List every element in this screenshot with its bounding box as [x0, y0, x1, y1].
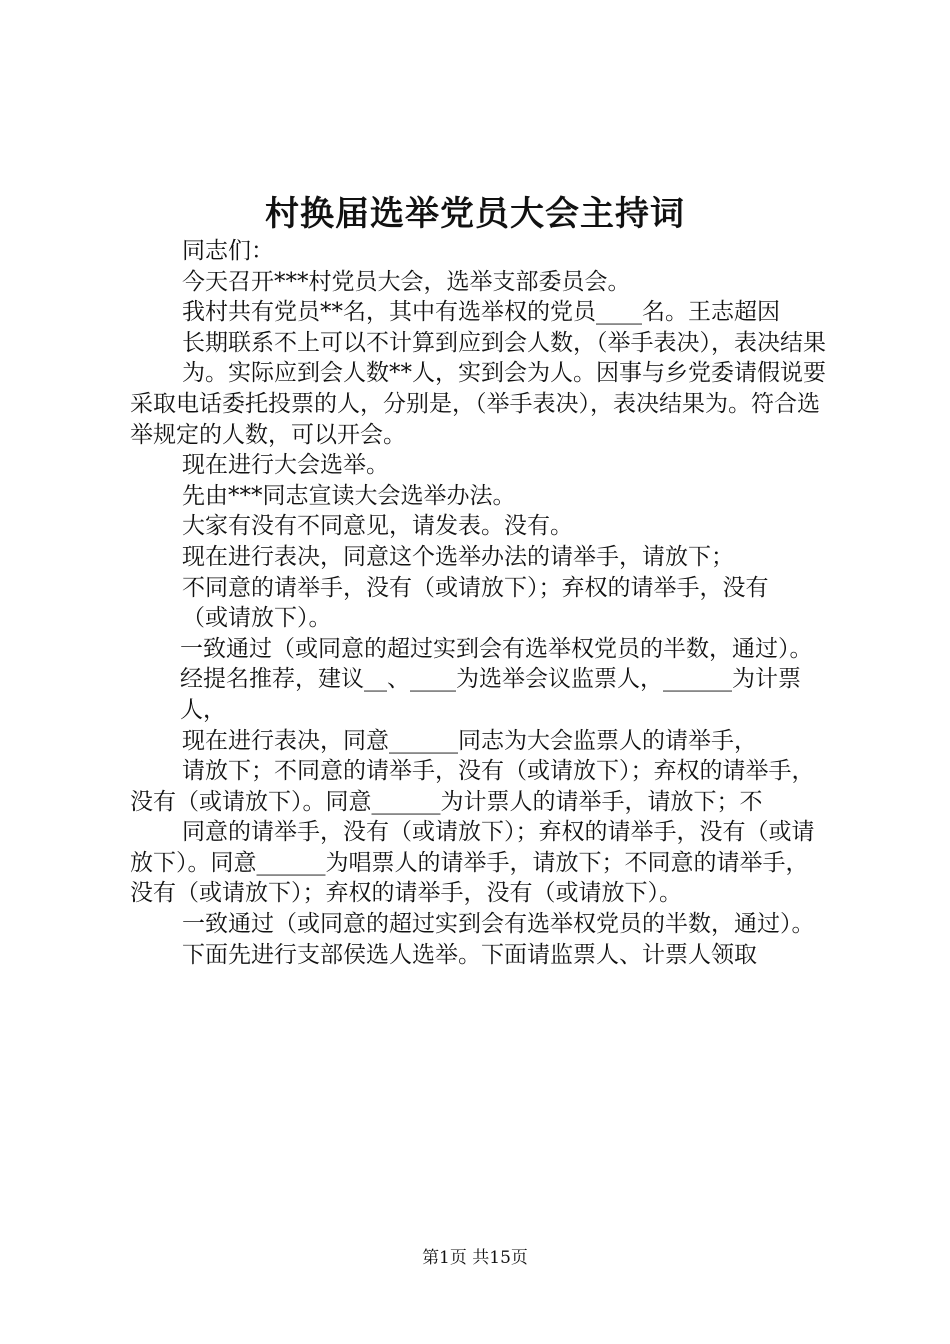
paragraph: 先由***同志宣读大会选举办法。	[182, 482, 516, 509]
paragraph: （或请放下）。	[182, 605, 332, 632]
paragraph: 一致通过（或同意的超过实到会有选举权党员的半数，通过）。	[182, 911, 815, 938]
paragraph: 一致通过（或同意的超过实到会有选举权党员的半数，通过）。	[180, 635, 813, 662]
paragraph: 我村共有党员**名，其中有选举权的党员____名。王志超因	[182, 299, 780, 326]
document-title: 村换届选举党员大会主持词	[265, 194, 685, 234]
paragraph: 下面先进行支部侯选人选举。下面请监票人、计票人领取	[182, 941, 757, 968]
paragraph: 现在进行表决，同意这个选举办法的请举手，请放下；	[182, 543, 734, 570]
paragraph: 长期联系不上可以不计算到应到会人数，（举手表决），表决结果	[182, 329, 826, 356]
paragraph: 经提名推荐，建议__、____为选举会议监票人，______为计票人，	[180, 666, 801, 723]
paragraph: 今天召开***村党员大会，选举支部委员会。	[182, 268, 631, 295]
paragraph: 大家有没有不同意见，请发表。没有。	[182, 513, 573, 540]
paragraph: 同志们：	[182, 238, 274, 264]
paragraph: 请放下；不同意的请举手，没有（或请放下）；弃权的请举手，没有（或请放下）。同意______为计票人的请举手，请放下；不	[130, 758, 815, 815]
paragraph: 不同意的请举手，没有（或请放下）；弃权的请举手，没有	[182, 574, 769, 601]
page-number-footer: 第1页 共15页	[422, 1248, 528, 1268]
paragraph: 现在进行表决，同意______同志为大会监票人的请举手，	[182, 727, 757, 754]
paragraph: 现在进行大会选举。	[182, 452, 389, 479]
paragraph: 为。实际应到会人数**人，实到会为人。因事与乡党委请假说要采取电话委托投票的人，分别是，（举手表决），表决结果为。符合选举规定的人数，可以开会。	[130, 360, 826, 448]
paragraph: 同意的请举手，没有（或请放下）；弃权的请举手，没有（或请放下）。同意______为唱票人的请举手，请放下；不同意的请举手，没有（或请放下）；弃权的请举手，没有（或请放下）。	[130, 819, 815, 907]
document-body	[130, 236, 830, 970]
